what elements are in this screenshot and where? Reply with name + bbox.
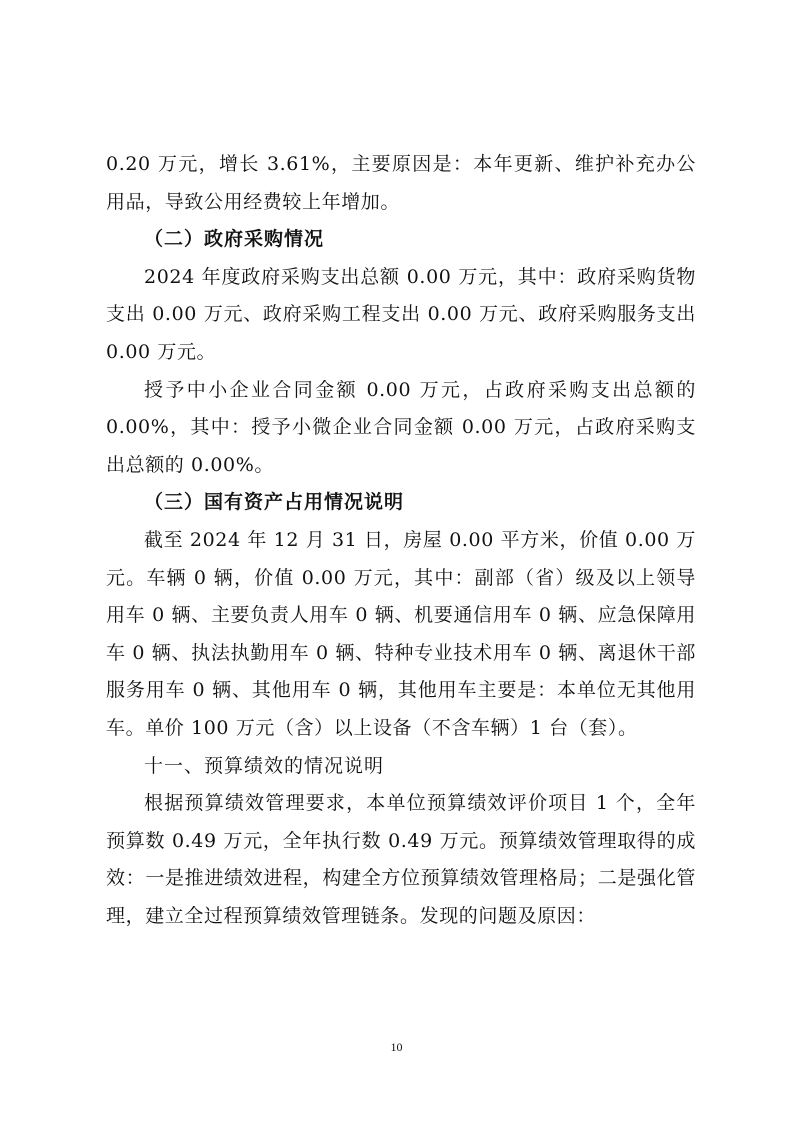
heading-state-assets: （三）国有资产占用情况说明 — [144, 491, 405, 514]
paragraph-performance-detail: 根据预算绩效管理要求，本单位预算绩效评价项目 1 个，全年预算数 0.49 万元，全年执行数 0.49 万元。预算绩效管理取得的成效：一是推进绩效进程，构建全方位预算绩效管理格局；二是强化管理，建立全过程预算绩效管理链条。发现的问题及原因： — [106, 792, 696, 927]
heading-government-procurement: （二）政府采购情况 — [144, 228, 325, 251]
heading-budget-performance: 十一、预算绩效的情况说明 — [144, 754, 385, 777]
document-body — [106, 146, 696, 935]
paragraph-assets-detail: 截至 2024 年 12 月 31 日，房屋 0.00 平方米，价值 0.00 万元。车辆 0 辆，价值 0.00 万元，其中：副部（省）级及以上领导用车 0 辆、主要负责人用车 0 辆、机要通信用车 0 辆、应急保障用车 0 辆、执法执勤用车 0 辆、特种专业技术用车 0 辆、离退休干部服务用车 0 辆、其他用车 0 辆，其他用车主要是：本单位无其他用车。单价 100 万元（含）以上设备（不含车辆）1 台（套）。 — [106, 528, 696, 739]
paragraph-expense-increase: 0.20 万元，增长 3.61%，主要原因是：本年更新、维护补充办公用品，导致公用经费较上年增加。 — [106, 153, 696, 213]
paragraph-sme-contracts: 授予中小企业合同金额 0.00 万元，占政府采购支出总额的 0.00%，其中：授予小微企业合同金额 0.00 万元，占政府采购支出总额的 0.00%。 — [106, 378, 696, 476]
paragraph-procurement-total: 2024 年度政府采购支出总额 0.00 万元，其中：政府采购货物支出 0.00 万元、政府采购工程支出 0.00 万元、政府采购服务支出 0.00 万元。 — [106, 265, 696, 363]
page-number: 10 — [390, 1040, 403, 1054]
